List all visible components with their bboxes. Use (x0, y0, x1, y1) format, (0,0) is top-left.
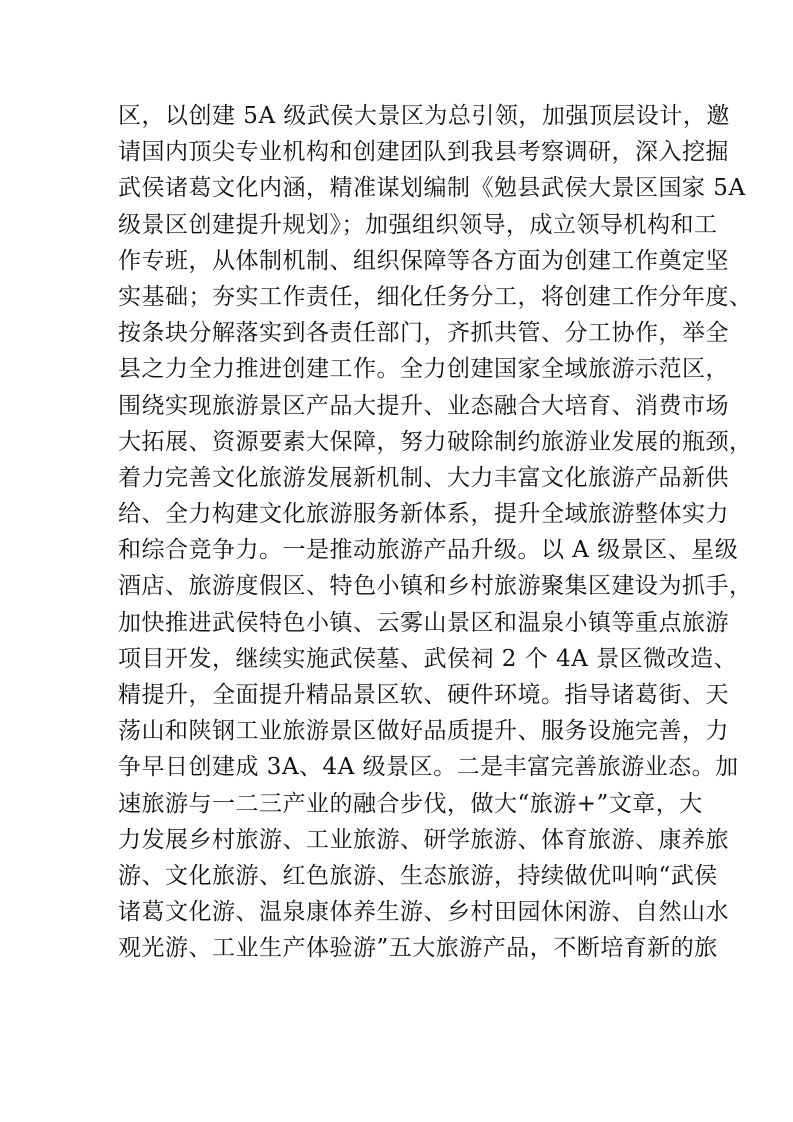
text-line: 武侯诸葛文化内涵，精准谋划编制《勉县武侯大景区国家 5A (118, 175, 746, 202)
text-line: 力发展乡村旅游、工业旅游、研学旅游、体育旅游、康养旅 (118, 826, 729, 853)
text-line: 荡山和陕钢工业旅游景区做好品质提升、服务设施完善，力 (118, 718, 729, 745)
text-line: 速旅游与一二三产业的融合步伐，做大“旅游+”文章，大 (118, 790, 703, 817)
text-line: 县之力全力推进创建工作。全力创建国家全域旅游示范区， (118, 356, 729, 383)
text-line: 观光游、工业生产体验游”五大旅游产品，不断培育新的旅 (118, 935, 718, 962)
text-line: 围绕实现旅游景区产品大提升、业态融合大培育、消费市场 (118, 392, 729, 419)
text-line: 游、文化旅游、红色旅游、生态旅游，持续做优叫响“武侯 (118, 862, 718, 889)
text-line: 着力完善文化旅游发展新机制、大力丰富文化旅游产品新供 (118, 464, 729, 491)
text-line: 作专班，从体制机制、组织保障等各方面为创建工作奠定坚 (118, 247, 729, 274)
text-line: 大拓展、资源要素大保障，努力破除制约旅游业发展的瓶颈， (118, 428, 753, 455)
text-line: 请国内顶尖专业机构和创建团队到我县考察调研，深入挖掘 (118, 139, 729, 166)
text-line: 诸葛文化游、温泉康体养生游、乡村田园休闲游、自然山水 (118, 899, 729, 926)
text-line: 给、全力构建文化旅游服务新体系，提升全域旅游整体实力 (118, 501, 729, 528)
text-line: 和综合竞争力。一是推动旅游产品升级。以 A 级景区、星级 (118, 537, 739, 564)
text-line: 加快推进武侯特色小镇、云雾山景区和温泉小镇等重点旅游 (118, 609, 729, 636)
text-line: 级景区创建提升规划》；加强组织领导，成立领导机构和工 (118, 211, 718, 238)
text-line: 争早日创建成 3A、4A 级景区。二是丰富完善旅游业态。加 (118, 754, 739, 781)
text-line: 精提升，全面提升精品景区软、硬件环境。指导诸葛街、天 (118, 682, 729, 708)
text-line: 按条块分解落实到各责任部门，齐抓共管、分工协作，举全 (118, 320, 729, 347)
body-text (118, 98, 753, 967)
text-line: 酒店、旅游度假区、特色小镇和乡村旅游聚集区建设为抓手， (118, 573, 753, 600)
text-line: 区，以创建 5A 级武侯大景区为总引领，加强顶层设计，邀 (118, 103, 730, 129)
text-line: 实基础；夯实工作责任，细化任务分工，将创建工作分年度、 (118, 283, 753, 310)
text-line: 项目开发，继续实施武侯墓、武侯祠 2 个 4A 景区微改造、 (118, 645, 738, 672)
